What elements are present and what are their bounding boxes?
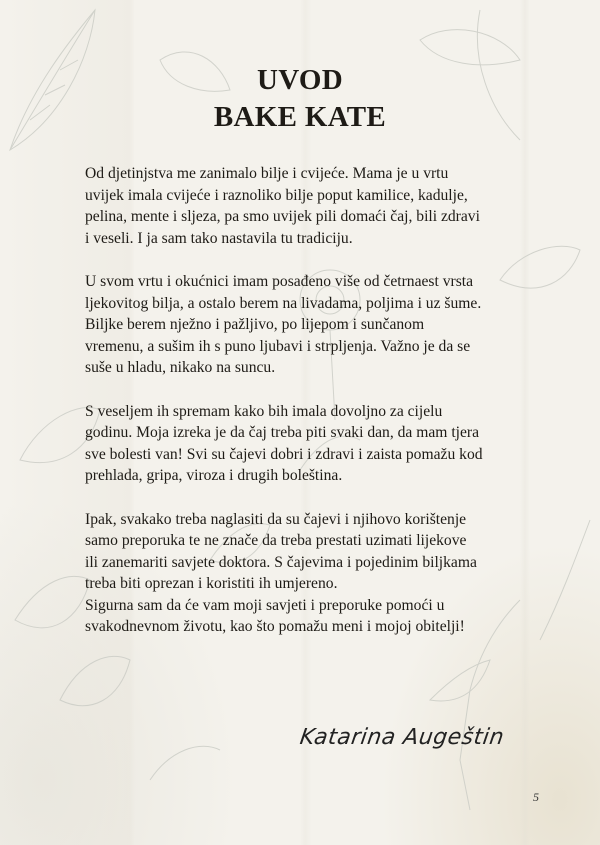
text-line: ljekovitog bilja, a ostalo berem na livadama, poljima i uz šume. <box>85 294 482 312</box>
paragraph-2 <box>85 271 545 379</box>
text-line: prehlada, gripa, viroza i drugih boleština. <box>85 467 343 485</box>
text-line: suše u hladu, nikako na suncu. <box>85 359 276 377</box>
text-line: samo preporuka te ne znače da treba prestati uzimati lijekove <box>85 532 467 550</box>
text-line: i veseli. I ja sam tako nastavila tu tradiciju. <box>85 229 353 247</box>
text-line: vremenu, a sušim ih s puno ljubavi i strpljenja. Važno je da se <box>85 337 471 355</box>
text-line: uvijek imala cvijeće i raznoliko bilje poput kamilice, kadulje, <box>85 186 468 204</box>
text-line: S veseljem ih spremam kako bih imala dovoljno za cijelu <box>85 402 443 420</box>
title-line-1: UVOD <box>256 64 343 96</box>
text-line: treba biti oprezan i koristiti ih umjereno. <box>85 575 338 593</box>
text-line: svakodnevnom životu, kao što pomažu meni i mojoj obitelji! <box>85 618 465 636</box>
text-line: sve bolesti van! Svi su čajevi dobri i zdravi i zaista pomažu kod <box>85 445 483 463</box>
paragraph-1 <box>85 163 545 249</box>
page-number: 5 <box>533 790 539 804</box>
text-line: godinu. Moja izreka je da čaj treba piti svaki dan, da mam tjera <box>85 424 480 442</box>
title-line-2: BAKE KATE <box>213 101 387 133</box>
text-line: U svom vrtu i okućnici imam posađeno više od četrnaest vrsta <box>85 272 474 290</box>
text-line: Od djetinjstva me zanimalo bilje i cvijeće. Mama je u vrtu <box>85 165 449 182</box>
text-line: Ipak, svakako treba naglasiti da su čajevi i njihovo korištenje <box>85 510 467 528</box>
page-title <box>0 62 600 136</box>
author-signature: Katarina Augeštin <box>298 725 506 750</box>
intro-body <box>85 163 545 660</box>
paragraph-3 <box>85 401 545 487</box>
text-line: Biljke berem nježno i pažljivo, po lijepom i sunčanom <box>85 316 425 334</box>
paragraph-4 <box>85 509 545 639</box>
text-line: Sigurna sam da će vam moji savjeti i preporuke pomoći u <box>85 596 445 614</box>
text-line: ili zanemariti savjete doktora. S čajevima i pojedinim biljkama <box>85 553 477 571</box>
text-line: pelina, mente i sljeza, pa smo uvijek pili domaći čaj, bili zdravi <box>85 208 480 226</box>
